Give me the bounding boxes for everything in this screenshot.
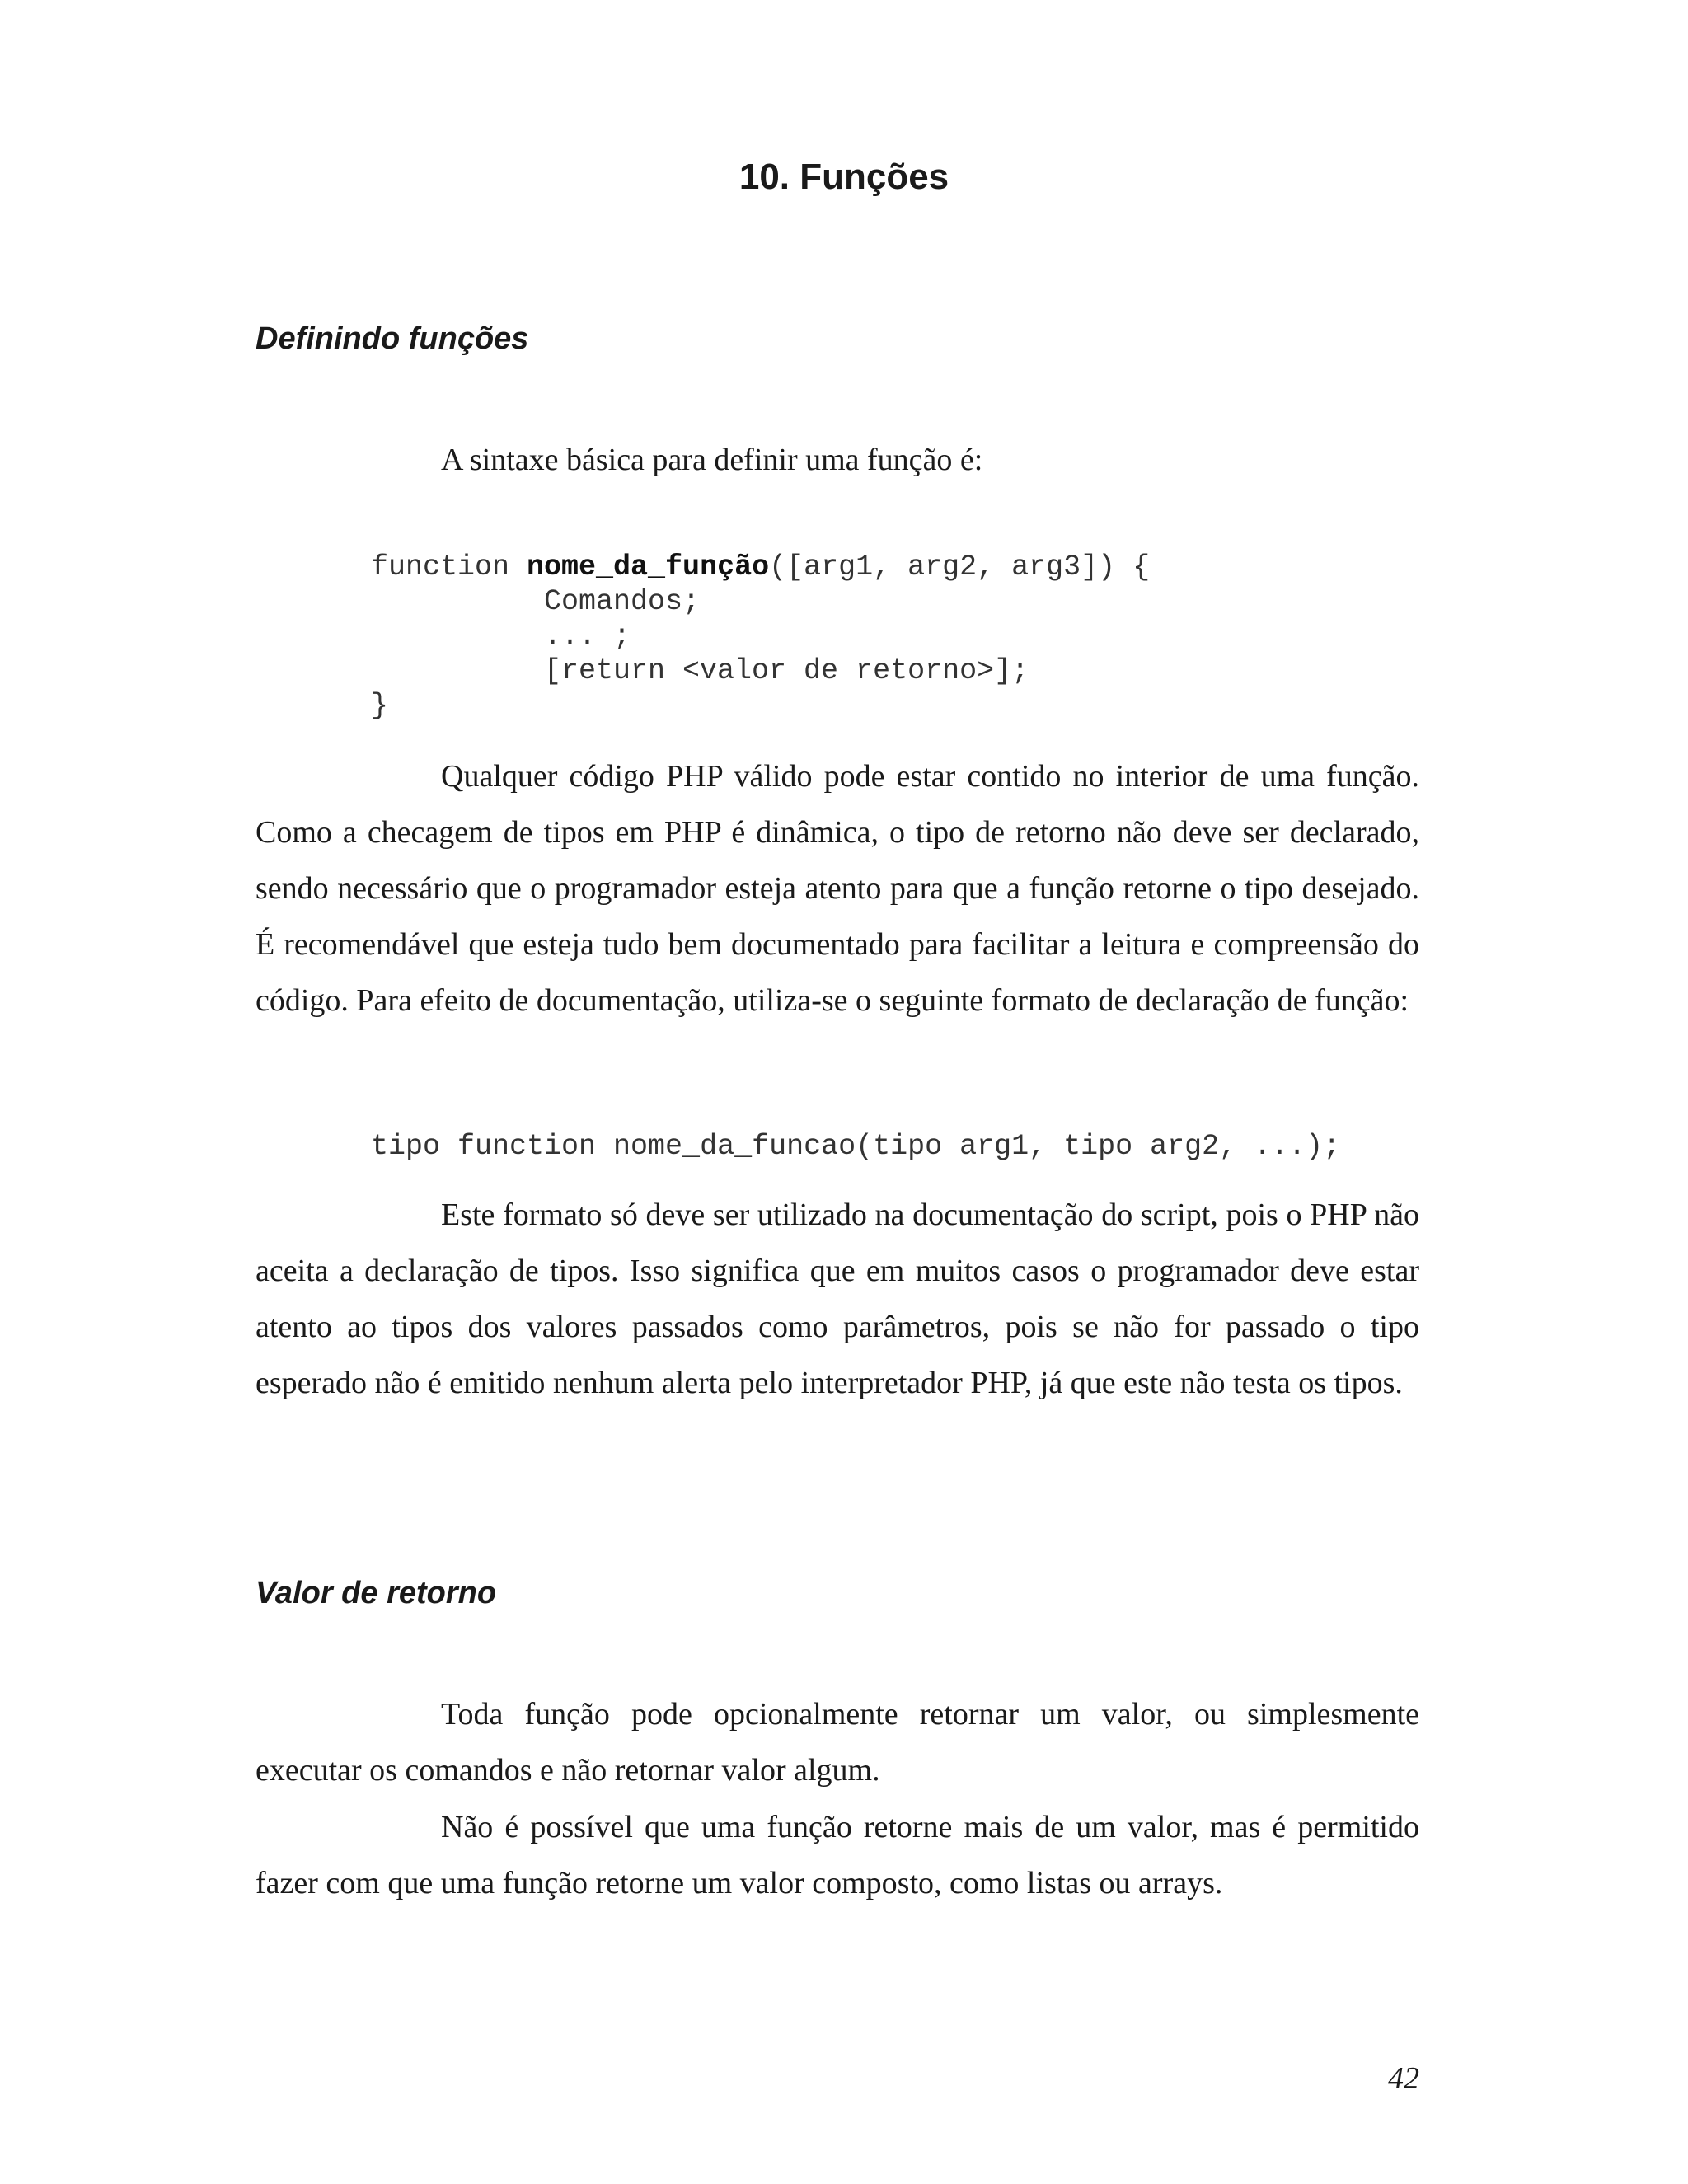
section-heading-definindo-funcoes: Definindo funções [256,321,529,356]
code-line-5: } [371,689,389,722]
code-line-4: [return <valor de retorno>]; [544,654,1029,687]
paragraph-text: Qualquer código PHP válido pode estar contido no interior de uma função. Como a checagem de tipos em PHP é dinâmica, o tipo de retorno não deve ser declarado, sendo necessário que o programador esteja atento para que a função retorne o tipo desejado. É recomendável que esteja tudo bem documentado para facilitar a leitura e compreensão do código. Para efeito de documentação, utiliza-se o seguinte formato de declaração de função: [256,759,1419,1018]
code-line-3: ... ; [544,620,631,653]
function-signature-code: tipo function nome_da_funcao(tipo arg1, tipo arg2, ...); [371,1130,1341,1163]
code-block [371,550,1150,723]
page-number: 42 [1388,2061,1419,2096]
paragraph-php-code [256,748,1419,1029]
paragraph-text: Toda função pode opcionalmente retornar um valor, ou simplesmente executar os comandos e não retornar valor algum. [256,1697,1419,1788]
paragraph-return-composite [256,1799,1419,1911]
code-line-1 [371,550,1150,584]
paragraph-return-optional [256,1686,1419,1798]
code-function-name: nome_da_função [527,551,770,583]
paragraph-documentation-format [256,1187,1419,1411]
code-keyword: function [371,551,528,583]
paragraph-text: Não é possível que uma função retorne mais de um valor, mas é permitido fazer com que uma função retorne um valor composto, como listas ou arrays. [256,1810,1419,1900]
intro-text: A sintaxe básica para definir uma função é: [441,443,983,477]
page-title: 10. Funções [738,157,950,197]
code-line-2: Comandos; [544,585,701,618]
paragraph-text: Este formato só deve ser utilizado na documentação do script, pois o PHP não aceita a declaração de tipos. Isso significa que em muitos casos o programador deve estar atento ao tipos dos valores passados como parâmetros, pois se não for passado o tipo esperado não é emitido nenhum alerta pelo interpretador PHP, já que este não testa os tipos. [256,1197,1419,1400]
code-args: ([arg1, arg2, arg3]) { [769,551,1151,583]
section-heading-valor-de-retorno: Valor de retorno [256,1576,497,1610]
